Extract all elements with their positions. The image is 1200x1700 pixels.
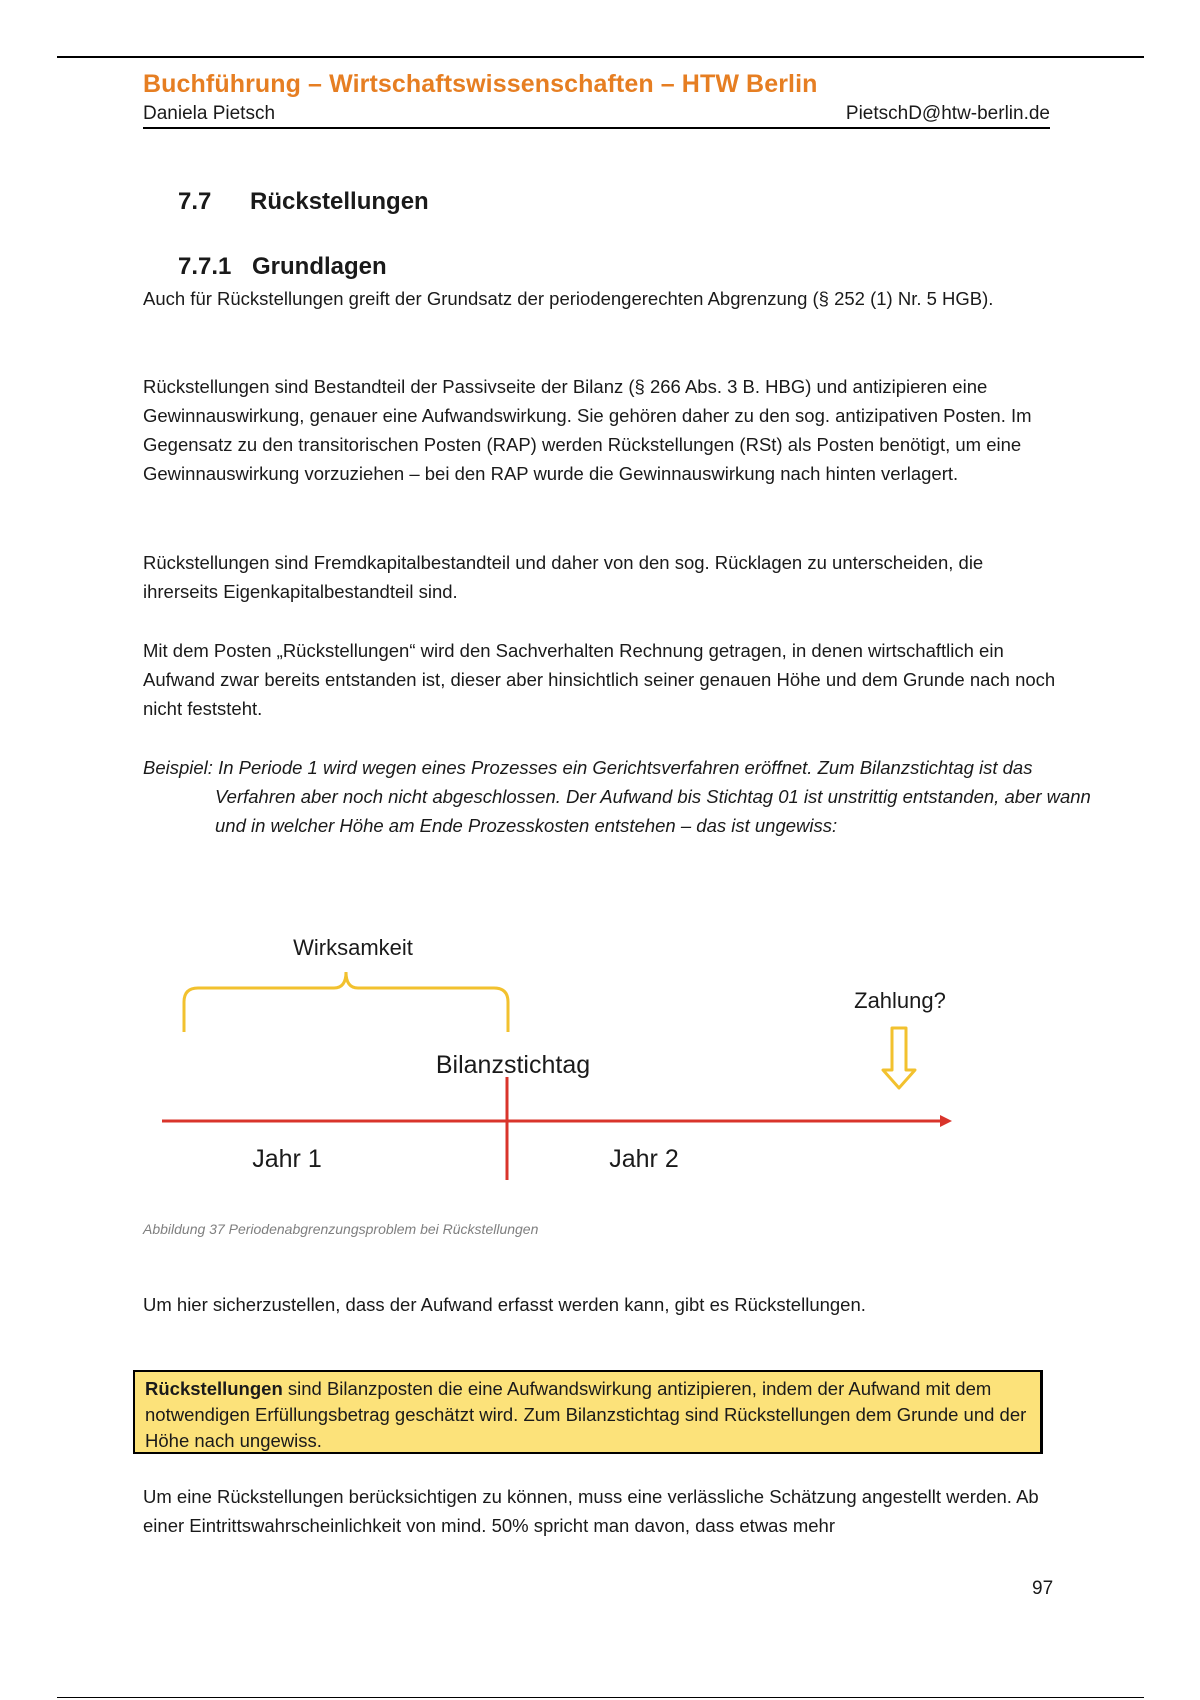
paragraph-1: Auch für Rückstellungen greift der Grundsatz der periodengerechten Abgrenzung (§ 252 (1) Nr. 5 HGB).: [143, 288, 994, 309]
period-diagram: [150, 905, 970, 1210]
figure-caption: Abbildung 37 Periodenabgrenzungsproblem bei Rückstellungen: [143, 1221, 539, 1237]
bottom-rule: [57, 1697, 1144, 1698]
author-name: Daniela Pietsch: [143, 103, 276, 124]
subsection-title: Grundlagen: [252, 253, 387, 280]
section-number: 7.7: [178, 188, 212, 215]
page-number: 97: [1032, 1578, 1054, 1599]
zahlung-arrow-icon: [883, 1028, 915, 1088]
page-header: [143, 70, 1050, 129]
paragraph-6: Um eine Rückstellungen berücksichtigen zu können, muss eine verlässliche Schätzung angestellt werden. Ab einer Eintrittswahrscheinlichkeit von mind. 50% spricht man davon, dass etwas mehr: [143, 1486, 1039, 1536]
course-title: Buchführung – Wirtschaftswissenschaften – HTW Berlin: [143, 70, 818, 98]
paragraph-2: Rückstellungen sind Bestandteil der Passivseite der Bilanz (§ 266 Abs. 3 B. HBG) und antizipieren eine Gewinnauswirkung, genauer eine Aufwandswirkung. Sie gehören daher zu den sog. antizipativen Posten. Im Gegensatz zu den transitorischen Posten (RAP) werden Rückstellungen (RSt) als Posten benötigt, um eine Gewinnauswirkung vorzuziehen – bei den RAP wurde die Gewinnauswirkung nach hinten verlagert.: [143, 376, 1032, 484]
paragraph-5: Um hier sicherzustellen, dass der Aufwand erfasst werden kann, gibt es Rückstellungen.: [143, 1294, 866, 1315]
zahlung-label: Zahlung?: [854, 988, 946, 1013]
section-title: Rückstellungen: [250, 188, 429, 215]
wirksamkeit-brace: [184, 972, 508, 1032]
example-paragraph: Beispiel: In Periode 1 wird wegen eines Prozesses ein Gerichtsverfahren eröffnet. Zum Bilanzstichtag ist das Verfahren aber noch nicht abgeschlossen. Der Aufwand bis Stichtag 01 ist unstrittig entstanden, aber wann und in welcher Höhe am Ende Prozesskosten entstehen – das ist ungewiss:: [143, 757, 1091, 836]
period-diagram-svg: [150, 905, 970, 1210]
subsection-heading: [178, 253, 387, 281]
bilanzstichtag-label: Bilanzstichtag: [435, 1051, 591, 1079]
paragraph-3: Rückstellungen sind Fremdkapitalbestandteil und daher von den sog. Rücklagen zu unterscheiden, die ihrerseits Eigenkapitalbestandteil sind.: [143, 552, 984, 602]
top-rule: [57, 56, 1144, 58]
section-heading: [178, 188, 429, 216]
header-meta: [143, 103, 1050, 129]
jahr-2-label: Jahr 2: [609, 1145, 679, 1173]
timeline-arrowhead-icon: [940, 1115, 952, 1127]
jahr-1-label: Jahr 1: [252, 1145, 322, 1173]
definition-box: [133, 1370, 1043, 1454]
paragraph-4: Mit dem Posten „Rückstellungen“ wird den Sachverhalten Rechnung getragen, in denen wirtschaftlich ein Aufwand zwar bereits entstanden ist, dieser aber hinsichtlich seiner genauen Höhe und dem Grunde nach noch nicht feststeht.: [143, 640, 1056, 719]
subsection-number: 7.7.1: [178, 253, 232, 280]
author-email[interactable]: PietschD@htw-berlin.de: [845, 103, 1050, 124]
definition-term: Rückstellungen: [145, 1378, 283, 1399]
definition-text: sind Bilanzposten die eine Aufwandswirkung antizipieren, indem der Aufwand mit dem notwendigen Erfüllungsbetrag geschätzt wird. Zum Bilanzstichtag sind Rückstellungen dem Grunde und der Höhe nach ungewiss.: [145, 1378, 1027, 1451]
wirksamkeit-label: Wirksamkeit: [293, 935, 413, 960]
